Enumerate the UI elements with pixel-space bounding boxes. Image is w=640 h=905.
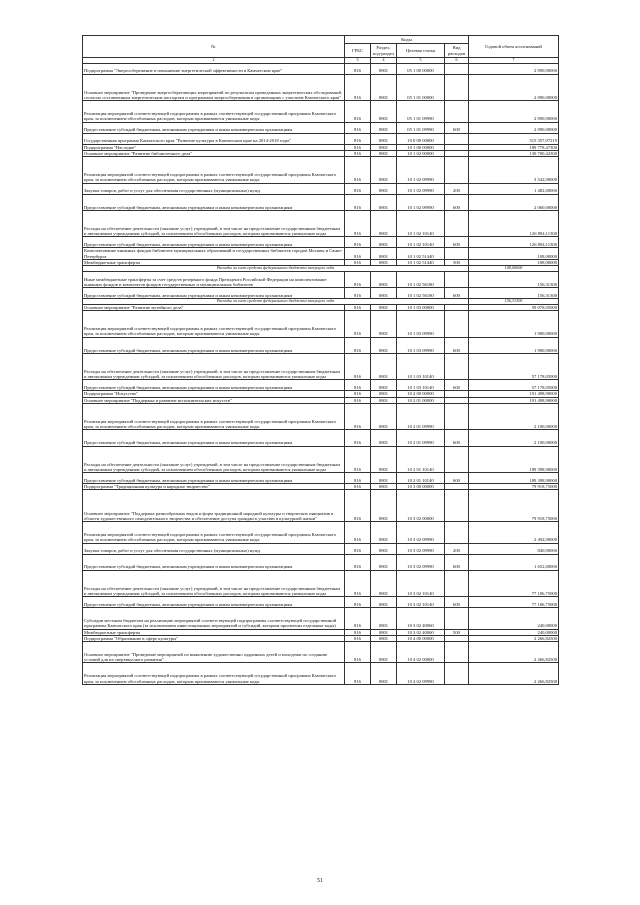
row-target: 10 3 02 09990 bbox=[397, 522, 445, 543]
row-grbs: 816 bbox=[345, 353, 371, 380]
row-target: 10 2 01 10140 bbox=[397, 473, 445, 484]
row-name: Реализация мероприятий соответствующей подпрограммы в рамках соответствующей государственной программы Камчатского края, за исключением обособленных расходов, которым присваиваются уникальные коды bbox=[83, 522, 345, 543]
row-grbs: 816 bbox=[345, 304, 371, 310]
table-row bbox=[83, 310, 559, 337]
row-name: Основное мероприятие "Поддержка и развитие исполнительских искусств" bbox=[83, 397, 345, 403]
row-section: 0801 bbox=[371, 663, 397, 684]
row-grbs: 816 bbox=[345, 473, 371, 484]
row-grbs: 816 bbox=[345, 397, 371, 403]
row-name: Основное мероприятие "Проведение мероприятий по выявлению художественно одаренных детей и молодежи по созданию условий для их сверхвкусного развития" bbox=[83, 642, 345, 663]
row-exptype: 600 bbox=[445, 554, 469, 570]
table-row bbox=[83, 287, 559, 298]
row-target: 10 2 01 00000 bbox=[397, 397, 445, 403]
row-grbs: 816 bbox=[345, 608, 371, 629]
row-exptype: 500 bbox=[445, 259, 469, 265]
row-grbs: 816 bbox=[345, 484, 371, 490]
table-row bbox=[83, 210, 559, 237]
row-exptype bbox=[445, 210, 469, 237]
row-target: 10 1 02 51440 bbox=[397, 248, 445, 259]
row-grbs: 816 bbox=[345, 522, 371, 543]
row-section: 0801 bbox=[371, 543, 397, 554]
table-row bbox=[83, 554, 559, 570]
table-row bbox=[83, 353, 559, 380]
row-target: 10 4 02 00000 bbox=[397, 642, 445, 663]
row-grbs: 816 bbox=[345, 194, 371, 210]
row-name: Государственная программа Камчатского края "Развитие культуры в Камчатском крае на 2014-2018 годы" bbox=[83, 133, 345, 144]
row-section: 0801 bbox=[371, 194, 397, 210]
row-grbs: 816 bbox=[345, 380, 371, 391]
row-grbs: 816 bbox=[345, 310, 371, 337]
row-name: Закупка товаров, работ и услуг для обеспечения государственных (муниципальных) нужд bbox=[83, 183, 345, 194]
row-section: 0801 bbox=[371, 210, 397, 237]
row-name: Межбюджетные трансферты bbox=[83, 259, 345, 265]
row-section: 0801 bbox=[371, 337, 397, 353]
row-section: 0801 bbox=[371, 642, 397, 663]
row-section: 0801 bbox=[371, 380, 397, 391]
row-amount: 79 918,75000 bbox=[469, 490, 559, 522]
row-grbs: 816 bbox=[345, 554, 371, 570]
row-section: 0801 bbox=[371, 310, 397, 337]
row-section: 0801 bbox=[371, 473, 397, 484]
row-amount: 189 398,90000 bbox=[469, 473, 559, 484]
budget-table-sheet bbox=[82, 35, 558, 685]
row-target: 10 1 00 00000 bbox=[397, 144, 445, 150]
table-row bbox=[83, 122, 559, 133]
row-name: Комплектование книжных фондов библиотек муниципальных образований и государственных библиотек городов Москвы и Санкт-Петербурга bbox=[83, 248, 345, 259]
row-target: 10 2 00 00000 bbox=[397, 391, 445, 397]
page-number: 51 bbox=[317, 878, 323, 884]
row-amount: 108,00000 bbox=[469, 248, 559, 259]
row-exptype bbox=[445, 446, 469, 473]
row-name: Предоставление субсидий бюджетным, автономным учреждениям и иным некоммерческим организациям bbox=[83, 122, 345, 133]
row-amount: 77 186,75000 bbox=[469, 570, 559, 597]
row-grbs: 816 bbox=[345, 629, 371, 635]
row-section: 0801 bbox=[371, 63, 397, 74]
row-target: 10 1 02 51440 bbox=[397, 259, 445, 265]
row-name: Подпрограмма "Наследие" bbox=[83, 144, 345, 150]
row-name: Подпрограмма "Энергосбережение и повышение энергетической эффективности в Камчатском крае" bbox=[83, 63, 345, 74]
row-name: Межбюджетные трансферты bbox=[83, 629, 345, 635]
row-section: 0801 bbox=[371, 122, 397, 133]
row-name: Подпрограмма "Образование в сфере культуры" bbox=[83, 635, 345, 641]
table-row bbox=[83, 248, 559, 259]
row-exptype: 200 bbox=[445, 183, 469, 194]
row-target: 10 3 02 40060 bbox=[397, 608, 445, 629]
row-target: 10 3 02 09990 bbox=[397, 554, 445, 570]
row-section: 0801 bbox=[371, 397, 397, 403]
row-amount: 1 900,00000 bbox=[469, 310, 559, 337]
row-amount: 3 542,00000 bbox=[469, 156, 559, 183]
table-row bbox=[83, 642, 559, 663]
table-row bbox=[83, 543, 559, 554]
column-index-cell: 2 bbox=[83, 58, 345, 64]
row-name: Предоставление субсидий бюджетным, автономным учреждениям и иным некоммерческим организациям bbox=[83, 554, 345, 570]
row-name: Реализация мероприятий соответствующей подпрограммы в рамках соответствующей государственной программы Камчатского края, за исключением обособленных расходов, которым присваиваются уникальные коды bbox=[83, 101, 345, 122]
row-name: Реализация мероприятий соответствующей подпрограммы в рамках соответствующей государственной программы Камчатского края, за исключением обособленных расходов, которым присваиваются уникальные коды bbox=[83, 663, 345, 684]
row-name: Основное мероприятие "Развитие музейного дела" bbox=[83, 304, 345, 310]
row-target: 10 3 02 40060 bbox=[397, 629, 445, 635]
row-target: 10 1 02 10140 bbox=[397, 237, 445, 248]
row-name: Предоставление субсидий бюджетным, автономным учреждениям и иным некоммерческим организациям bbox=[83, 287, 345, 298]
row-exptype bbox=[445, 271, 469, 287]
row-exptype bbox=[445, 156, 469, 183]
row-target: 10 3 02 09990 bbox=[397, 543, 445, 554]
row-name: Предоставление субсидий бюджетным, автономным учреждениям и иным некоммерческим организациям bbox=[83, 380, 345, 391]
row-section: 0801 bbox=[371, 133, 397, 144]
row-grbs: 816 bbox=[345, 150, 371, 156]
row-name: Расходы на обеспечение деятельности (оказание услуг) учреждений, в том числе на предоставление государственным бюджетным и автономным учреждениям субсидий, за исключением обособленных расходов, которым присваиваются уникальные коды bbox=[83, 210, 345, 237]
budget-table bbox=[82, 35, 559, 685]
row-name: Подпрограмма "Традиционная культура и народное творчество" bbox=[83, 484, 345, 490]
row-section: 0801 bbox=[371, 554, 397, 570]
row-amount: 2 090,00000 bbox=[469, 101, 559, 122]
row-amount: 2 100,00000 bbox=[469, 403, 559, 430]
row-grbs: 816 bbox=[345, 391, 371, 397]
row-grbs: 816 bbox=[345, 570, 371, 597]
row-name: Предоставление субсидий бюджетным, автономным учреждениям и иным некоммерческим организациям bbox=[83, 337, 345, 353]
table-row bbox=[83, 237, 559, 248]
header-exptype: Вид расходов bbox=[445, 44, 469, 58]
table-row bbox=[83, 63, 559, 74]
row-grbs: 816 bbox=[345, 446, 371, 473]
row-target: 10 2 01 10140 bbox=[397, 446, 445, 473]
row-amount: 57 178,05000 bbox=[469, 353, 559, 380]
row-exptype bbox=[445, 353, 469, 380]
row-target: 10 1 03 00000 bbox=[397, 304, 445, 310]
row-exptype: 600 bbox=[445, 380, 469, 391]
row-name: Закупка товаров, работ и услуг для обеспечения государственных (муниципальных) нужд bbox=[83, 543, 345, 554]
row-target: 10 3 02 10140 bbox=[397, 597, 445, 608]
table-row bbox=[83, 490, 559, 522]
row-section: 0801 bbox=[371, 490, 397, 522]
table-row bbox=[83, 337, 559, 353]
row-grbs: 816 bbox=[345, 663, 371, 684]
row-exptype bbox=[445, 490, 469, 522]
row-name: Предоставление субсидий бюджетным, автономным учреждениям и иным некоммерческим организациям bbox=[83, 473, 345, 484]
row-target: 10 1 02 56180 bbox=[397, 271, 445, 287]
row-name: Иные межбюджетные трансферты за счет средств резервного фонда Президента Российской Федерации на комплектование книжных фондов и комплектов фондов государственных и муниципальных библиотек bbox=[83, 271, 345, 287]
row-amount: 515 357,07219 bbox=[469, 133, 559, 144]
table-row bbox=[83, 194, 559, 210]
row-exptype: 600 bbox=[445, 473, 469, 484]
row-exptype bbox=[445, 310, 469, 337]
row-grbs: 816 bbox=[345, 63, 371, 74]
row-section: 0801 bbox=[371, 353, 397, 380]
note-text: Расходы за счет средств федерального бюджета текущего года bbox=[83, 265, 469, 271]
row-target: 10 1 02 09990 bbox=[397, 156, 445, 183]
row-amount: 1 900,00000 bbox=[469, 337, 559, 353]
row-target: 10 2 01 09990 bbox=[397, 403, 445, 430]
row-exptype: 600 bbox=[445, 430, 469, 446]
column-index-cell: 6 bbox=[445, 58, 469, 64]
table-row bbox=[83, 271, 559, 287]
row-exptype: 600 bbox=[445, 194, 469, 210]
row-amount: 191 498,90000 bbox=[469, 391, 559, 397]
row-exptype bbox=[445, 403, 469, 430]
row-grbs: 816 bbox=[345, 635, 371, 641]
row-grbs: 816 bbox=[345, 74, 371, 101]
row-amount: 2 266,82500 bbox=[469, 663, 559, 684]
row-exptype bbox=[445, 522, 469, 543]
row-grbs: 816 bbox=[345, 210, 371, 237]
row-name: Расходы на обеспечение деятельности (оказание услуг) учреждений, в том числе на предоставление государственным бюджетным и автономным учреждениям субсидий, за исключением обособленных расходов, которым присваиваются уникальные коды bbox=[83, 446, 345, 473]
row-name: Предоставление субсидий бюджетным, автономным учреждениям и иным некоммерческим организациям bbox=[83, 430, 345, 446]
table-row bbox=[83, 473, 559, 484]
row-amount: 77 186,75000 bbox=[469, 597, 559, 608]
row-amount: 126 894,11300 bbox=[469, 210, 559, 237]
table-row bbox=[83, 133, 559, 144]
row-section: 0801 bbox=[371, 304, 397, 310]
row-grbs: 816 bbox=[345, 237, 371, 248]
row-exptype: 200 bbox=[445, 543, 469, 554]
row-amount: 156,31300 bbox=[469, 287, 559, 298]
row-exptype bbox=[445, 570, 469, 597]
row-target: 10 1 03 10140 bbox=[397, 353, 445, 380]
row-section: 0801 bbox=[371, 570, 397, 597]
row-section: 0801 bbox=[371, 484, 397, 490]
row-grbs: 816 bbox=[345, 490, 371, 522]
row-exptype: 600 bbox=[445, 337, 469, 353]
row-amount: 2 266,82500 bbox=[469, 642, 559, 663]
row-exptype bbox=[445, 63, 469, 74]
row-grbs: 816 bbox=[345, 144, 371, 150]
row-section: 0801 bbox=[371, 150, 397, 156]
row-target: 10 1 02 10140 bbox=[397, 210, 445, 237]
row-section: 0801 bbox=[371, 446, 397, 473]
row-target: 10 1 03 09990 bbox=[397, 310, 445, 337]
note-amount: 156,31300 bbox=[469, 298, 559, 304]
row-grbs: 816 bbox=[345, 543, 371, 554]
row-amount: 240,00000 bbox=[469, 608, 559, 629]
row-section: 0801 bbox=[371, 287, 397, 298]
row-amount: 126 894,11300 bbox=[469, 237, 559, 248]
row-target: 10 3 00 00000 bbox=[397, 484, 445, 490]
row-section: 0801 bbox=[371, 635, 397, 641]
row-amount: 191 498,90000 bbox=[469, 397, 559, 403]
row-exptype: 600 bbox=[445, 287, 469, 298]
row-amount: 840,00000 bbox=[469, 543, 559, 554]
row-grbs: 816 bbox=[345, 642, 371, 663]
row-section: 0801 bbox=[371, 608, 397, 629]
row-target: 10 3 02 10140 bbox=[397, 570, 445, 597]
row-section: 0801 bbox=[371, 403, 397, 430]
row-name: Предоставление субсидий бюджетным, автономным учреждениям и иным некоммерческим организациям bbox=[83, 194, 345, 210]
table-row bbox=[83, 156, 559, 183]
row-exptype: 600 bbox=[445, 597, 469, 608]
row-amount: 108,00000 bbox=[469, 259, 559, 265]
row-grbs: 816 bbox=[345, 430, 371, 446]
row-name: Основное мероприятие "Развитие библиотечного дела" bbox=[83, 150, 345, 156]
header-grbs: ГРБС bbox=[345, 44, 371, 58]
row-amount: 2 090,00000 bbox=[469, 74, 559, 101]
row-grbs: 816 bbox=[345, 337, 371, 353]
row-amount: 240,00000 bbox=[469, 629, 559, 635]
row-target: 05 1 01 09990 bbox=[397, 101, 445, 122]
row-section: 0801 bbox=[371, 597, 397, 608]
table-row bbox=[83, 570, 559, 597]
row-exptype bbox=[445, 248, 469, 259]
row-grbs: 816 bbox=[345, 101, 371, 122]
table-row bbox=[83, 183, 559, 194]
table-row bbox=[83, 403, 559, 430]
row-grbs: 816 bbox=[345, 183, 371, 194]
row-name: Расходы на обеспечение деятельности (оказание услуг) учреждений, в том числе на предоставление государственным бюджетным и автономным учреждениям субсидий, за исключением обособленных расходов, которым присваиваются уникальные коды bbox=[83, 570, 345, 597]
row-amount: 156,31300 bbox=[469, 271, 559, 287]
row-target: 10 4 02 09990 bbox=[397, 663, 445, 684]
row-target: 10 1 03 10140 bbox=[397, 380, 445, 391]
row-exptype: 600 bbox=[445, 237, 469, 248]
row-target: 10 1 02 09990 bbox=[397, 183, 445, 194]
table-row bbox=[83, 663, 559, 684]
table-row bbox=[83, 74, 559, 101]
row-exptype: 500 bbox=[445, 629, 469, 635]
row-target: 10 1 02 56180 bbox=[397, 287, 445, 298]
row-target: 10 4 00 00000 bbox=[397, 635, 445, 641]
row-target: 05 1 00 00000 bbox=[397, 63, 445, 74]
row-grbs: 816 bbox=[345, 259, 371, 265]
header-section: Раздел, под-раздел bbox=[371, 44, 397, 58]
row-section: 0801 bbox=[371, 271, 397, 287]
row-grbs: 816 bbox=[345, 156, 371, 183]
table-row bbox=[83, 101, 559, 122]
row-target: 10 3 02 00000 bbox=[397, 490, 445, 522]
row-target: 05 1 01 00000 bbox=[397, 74, 445, 101]
row-exptype bbox=[445, 642, 469, 663]
row-amount: 2 492,00000 bbox=[469, 522, 559, 543]
row-exptype bbox=[445, 133, 469, 144]
row-amount: 57 178,05000 bbox=[469, 380, 559, 391]
header-amount: Годовой объем ассигнований bbox=[469, 36, 559, 58]
row-section: 0801 bbox=[371, 237, 397, 248]
row-section: 0801 bbox=[371, 391, 397, 397]
table-row bbox=[83, 380, 559, 391]
row-amount: 130 700,42300 bbox=[469, 150, 559, 156]
header-num: № bbox=[83, 36, 345, 58]
row-amount: 79 918,75000 bbox=[469, 484, 559, 490]
row-amount: 189 778,47300 bbox=[469, 144, 559, 150]
row-exptype bbox=[445, 608, 469, 629]
row-section: 0801 bbox=[371, 259, 397, 265]
table-row bbox=[83, 446, 559, 473]
row-amount: 59 078,05000 bbox=[469, 304, 559, 310]
row-name: Предоставление субсидий бюджетным, автономным учреждениям и иным некоммерческим организациям bbox=[83, 597, 345, 608]
note-amount: 108,00000 bbox=[469, 265, 559, 271]
note-text: Расходы за счет средств федерального бюджета текущего года bbox=[83, 298, 469, 304]
row-section: 0801 bbox=[371, 183, 397, 194]
row-amount: 2 090,00000 bbox=[469, 122, 559, 133]
row-target: 10 1 02 00000 bbox=[397, 150, 445, 156]
row-amount: 2 266,82500 bbox=[469, 635, 559, 641]
column-index-cell: 7 bbox=[469, 58, 559, 64]
row-section: 0801 bbox=[371, 430, 397, 446]
row-grbs: 816 bbox=[345, 248, 371, 259]
column-index-cell: 4 bbox=[371, 58, 397, 64]
row-amount: 2 100,00000 bbox=[469, 430, 559, 446]
row-target: 10 1 03 09990 bbox=[397, 337, 445, 353]
row-name: Реализация мероприятий соответствующей подпрограммы в рамках соответствующей государственной программы Камчатского края, за исключением обособленных расходов, которым присваиваются уникальные коды bbox=[83, 310, 345, 337]
row-exptype bbox=[445, 74, 469, 101]
row-grbs: 816 bbox=[345, 271, 371, 287]
row-grbs: 816 bbox=[345, 287, 371, 298]
row-section: 0801 bbox=[371, 629, 397, 635]
row-target: 05 1 01 09990 bbox=[397, 122, 445, 133]
row-section: 0801 bbox=[371, 156, 397, 183]
row-section: 0801 bbox=[371, 74, 397, 101]
row-name: Основное мероприятие "Проведение энергосберегающих мероприятий по результатам проведенных энергетических обследований, согласно составленным энергетическим паспортам и программам энергосбережения в организациях с участием Камчатского края" bbox=[83, 74, 345, 101]
row-name: Расходы на обеспечение деятельности (оказание услуг) учреждений, в том числе на предоставление государственным бюджетным и автономным учреждениям субсидий, за исключением обособленных расходов, которым присваиваются уникальные коды bbox=[83, 353, 345, 380]
row-amount: 1 652,00000 bbox=[469, 554, 559, 570]
table-row bbox=[83, 597, 559, 608]
row-amount: 189 398,90000 bbox=[469, 446, 559, 473]
column-index-cell: 5 bbox=[397, 58, 445, 64]
row-grbs: 816 bbox=[345, 122, 371, 133]
row-exptype: 600 bbox=[445, 122, 469, 133]
row-section: 0801 bbox=[371, 144, 397, 150]
row-exptype bbox=[445, 663, 469, 684]
row-name: Субсидии местным бюджетам на реализацию мероприятий соответствующей подпрограммы соответствующей государственной программы Камчатского края (за исключением инвестиционных мероприятий и субсидий, которым присвоены отдельные коды) bbox=[83, 608, 345, 629]
row-name: Реализация мероприятий соответствующей подпрограммы в рамках соответствующей государственной программы Камчатского края, за исключением обособленных расходов, которым присваиваются уникальные коды bbox=[83, 156, 345, 183]
table-row bbox=[83, 430, 559, 446]
row-target: 10 0 00 00000 bbox=[397, 133, 445, 144]
header-codes: Коды bbox=[345, 36, 469, 44]
row-section: 0801 bbox=[371, 522, 397, 543]
row-exptype bbox=[445, 101, 469, 122]
row-target: 10 1 02 09990 bbox=[397, 194, 445, 210]
column-index-cell: 3 bbox=[345, 58, 371, 64]
row-grbs: 816 bbox=[345, 133, 371, 144]
row-grbs: 816 bbox=[345, 403, 371, 430]
table-row bbox=[83, 608, 559, 629]
table-row bbox=[83, 522, 559, 543]
budget-table-body bbox=[83, 63, 559, 684]
row-name: Предоставление субсидий бюджетным, автономным учреждениям и иным некоммерческим организациям bbox=[83, 237, 345, 248]
row-target: 10 2 01 09990 bbox=[397, 430, 445, 446]
row-name: Реализация мероприятий соответствующей подпрограммы в рамках соответствующей государственной программы Камчатского края, за исключением обособленных расходов, которым присваиваются уникальные коды bbox=[83, 403, 345, 430]
row-amount: 2 060,00000 bbox=[469, 194, 559, 210]
row-amount: 2 090,00000 bbox=[469, 63, 559, 74]
header-target: Целевая статья bbox=[397, 44, 445, 58]
row-name: Подпрограмма "Искусство" bbox=[83, 391, 345, 397]
row-section: 0801 bbox=[371, 101, 397, 122]
row-amount: 1 482,00000 bbox=[469, 183, 559, 194]
row-name: Основное мероприятие "Поддержка разнообразных видов и форм традиционной народной культуры и творческих инициатив в области художественного самодеятельного творчества и обеспечение доступа граждан к участию в культурной жизни" bbox=[83, 490, 345, 522]
row-grbs: 816 bbox=[345, 597, 371, 608]
row-section: 0801 bbox=[371, 248, 397, 259]
